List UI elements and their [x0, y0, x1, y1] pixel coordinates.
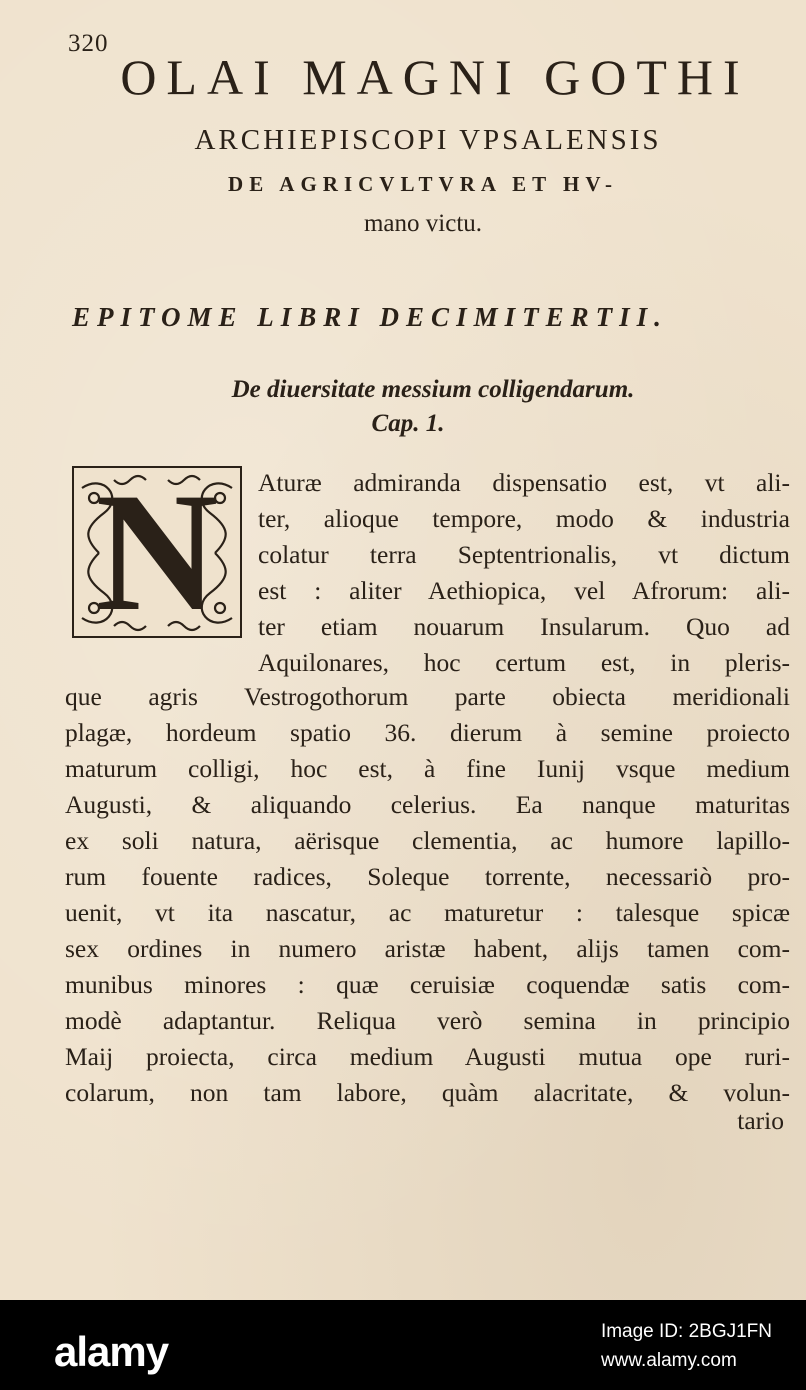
- text-line: modè adaptantur. Reliqua verò semina in principio: [65, 1006, 790, 1035]
- text-line: Augusti, & aliquando celerius. Ea nanque maturitas: [65, 790, 790, 819]
- chapter-number: Cap. 1.: [371, 410, 445, 437]
- text-line: ex soli natura, aërisque clementia, ac humore lapillo-: [65, 826, 790, 855]
- chapter-title: De diuersitate messium colligendarum.: [231, 376, 635, 403]
- alamy-logo: alamy: [54, 1328, 169, 1375]
- text-line: munibus minores : quæ ceruisiæ coquendæ satis com-: [65, 970, 790, 999]
- text-line: ter, alioque tempore, modo & industria: [258, 504, 790, 533]
- text-line: Aquilonares, hoc certum est, in pleris-: [258, 648, 790, 677]
- text-line: uenit, vt ita nascatur, ac maturetur : talesque spicæ: [65, 898, 790, 927]
- text-line: ter etiam nouarum Insularum. Quo ad: [258, 612, 790, 641]
- text-line: rum fouente radices, Soleque torrente, necessariò pro-: [65, 862, 790, 891]
- text-line: est : aliter Aethiopica, vel Afrorum: ali-: [258, 576, 790, 605]
- decorated-initial: [72, 458, 242, 646]
- text-line: colarum, non tam labore, quàm alacritate, & volun-: [65, 1078, 790, 1107]
- title-line-2: ARCHIEPISCOPI VPSALENSIS: [194, 124, 662, 156]
- site-url: www.alamy.com: [600, 1349, 737, 1371]
- page-number: 320: [68, 30, 109, 57]
- text-line: sex ordines in numero aristæ habent, alijs tamen com-: [65, 934, 790, 963]
- text-line: plagæ, hordeum spatio 36. dierum à semine proiecto: [65, 718, 790, 747]
- text-line: maturum colligi, hoc est, à fine Iunij vsque medium: [65, 754, 790, 783]
- initial-letter: N: [95, 458, 219, 646]
- title-line-1: OLAI MAGNI GOTHI: [120, 49, 750, 105]
- text-line: que agris Vestrogothorum parte obiecta meridionali: [65, 682, 790, 711]
- text-line: Maij proiecta, circa medium Augusti mutua ope ruri-: [65, 1042, 790, 1071]
- title-line-4: mano victu.: [363, 210, 483, 237]
- image-info: [601, 1318, 772, 1375]
- title-line-3: DE AGRICVLTVRA ET HV-: [228, 172, 618, 196]
- stock-footer: [0, 1300, 806, 1390]
- text-line: Aturæ admiranda dispensatio est, vt ali-: [258, 468, 790, 497]
- catchword: tario: [737, 1106, 784, 1135]
- epitome-heading: EPITOME LIBRI DECIMITERTII.: [72, 302, 668, 332]
- image-id: Image ID: 2BGJ1FN: [600, 1321, 772, 1342]
- text-line: colatur terra Septentrionalis, vt dictum: [258, 540, 790, 569]
